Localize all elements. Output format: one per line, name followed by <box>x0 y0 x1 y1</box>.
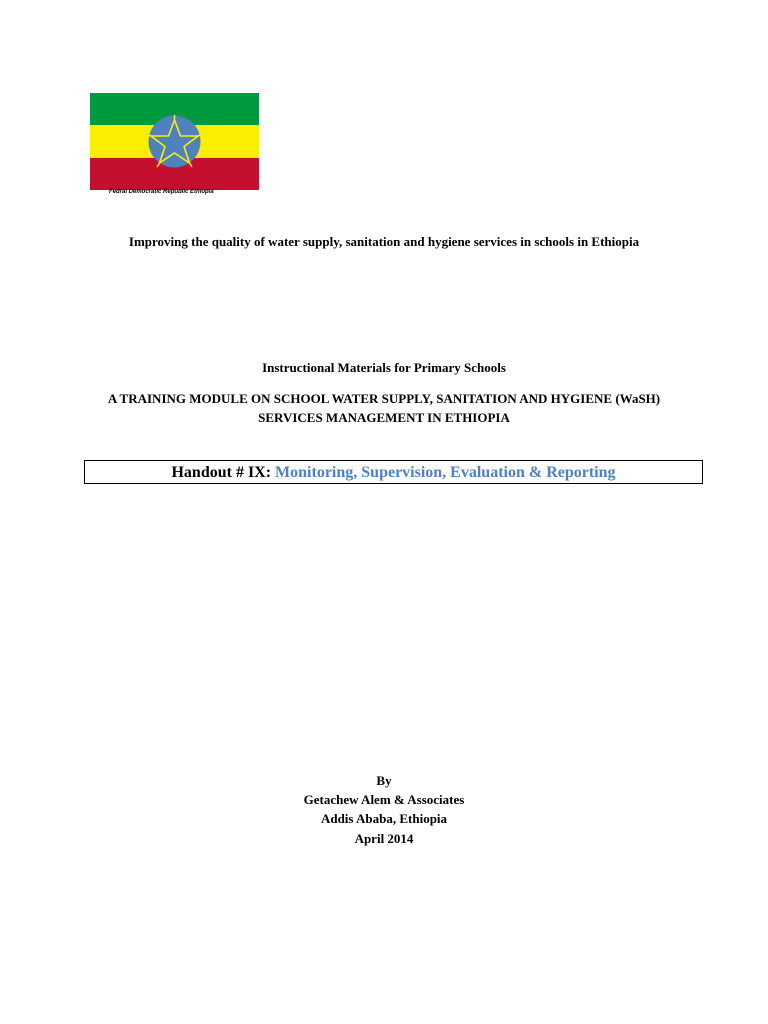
credits-by: By <box>376 773 392 788</box>
credits-location: Addis Ababa, Ethiopia <box>320 811 448 826</box>
instructional-heading: Instructional Materials for Primary Schools <box>262 360 506 375</box>
handout-prefix: Handout # IX: <box>171 464 276 481</box>
credits-date: April 2014 <box>354 831 414 846</box>
module-title-line-2: SERVICES MANAGEMENT IN ETHIOPIA <box>258 410 510 425</box>
module-title-line-1: A TRAINING MODULE ON SCHOOL WATER SUPPLY, SANITATION AND HYGIENE (WaSH) <box>107 391 661 406</box>
ethiopia-flag <box>90 93 259 203</box>
handout-title: Monitoring, Supervision, Evaluation & Reporting <box>275 464 616 481</box>
handout-title-box <box>84 460 703 484</box>
document-subtitle: Improving the quality of water supply, sanitation and hygiene services in schools in Ethiopia <box>128 234 640 249</box>
flag-caption: Fedral Democratic Republic Ethiopia <box>109 189 214 195</box>
credits-author: Getachew Alem & Associates <box>303 792 465 807</box>
flag-graphic <box>90 93 259 190</box>
